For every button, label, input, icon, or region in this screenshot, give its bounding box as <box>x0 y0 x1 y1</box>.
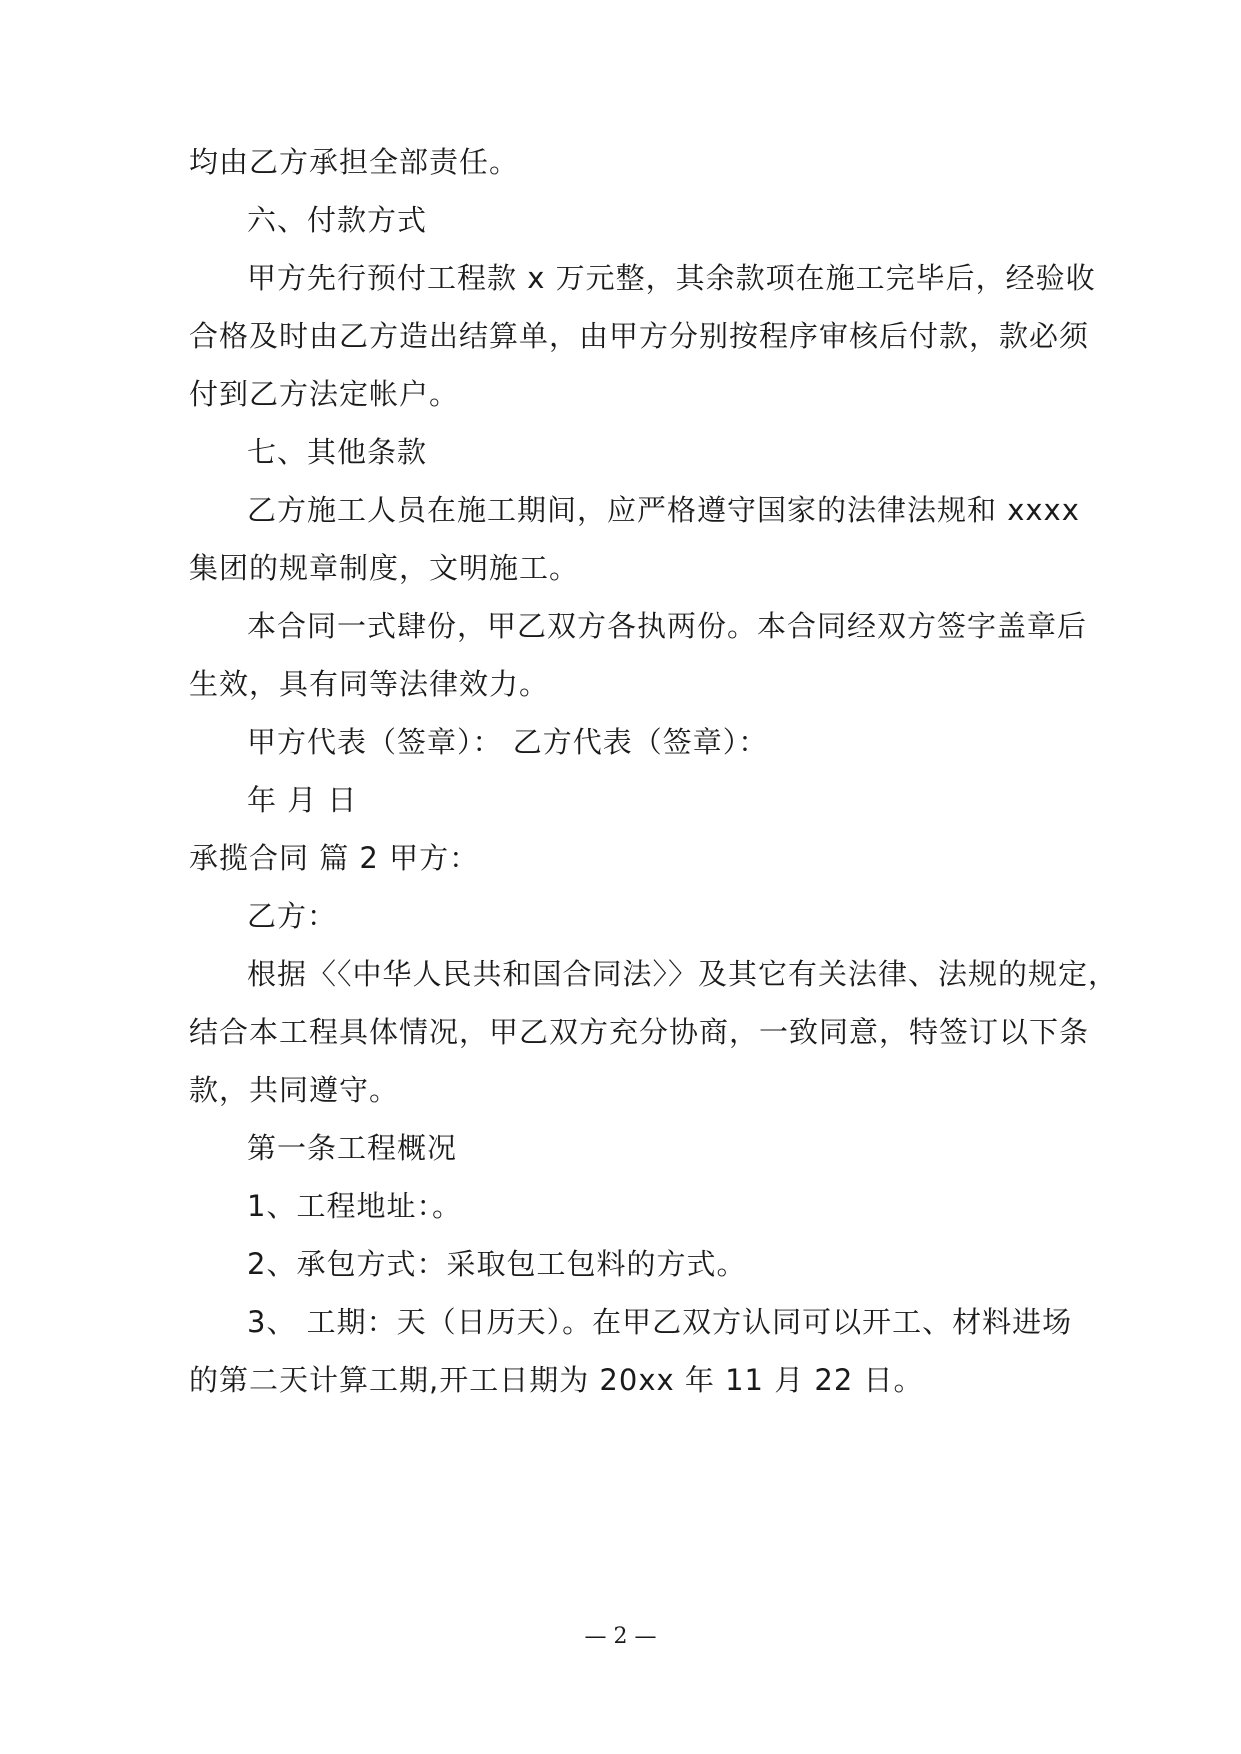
paragraph-line: 本合同一式肆份，甲乙双方各执两份。本合同经双方签字盖章后 <box>247 609 1088 643</box>
paragraph-line: 乙方施工人员在施工期间，应严格遵守国家的法律法规和 xxxx <box>247 493 1080 527</box>
paragraph-line: 合格及时由乙方造出结算单，由甲方分别按程序审核后付款，款必须 <box>189 319 1090 353</box>
list-item: 3、 工期：天（日历天）。在甲乙双方认同可以开工、材料进场 <box>247 1305 1073 1339</box>
paragraph-line: 的第二天计算工期,开工日期为 20xx 年 11 月 22 日。 <box>189 1363 924 1397</box>
party-b-line: 乙方： <box>247 899 338 933</box>
paragraph-line: 根据〈〈中华人民共和国合同法〉〉及其它有关法律、法规的规定， <box>247 957 1119 991</box>
paragraph-line: 款，共同遵守。 <box>189 1073 400 1107</box>
paragraph-line: 甲方先行预付工程款 x 万元整，其余款项在施工完毕后，经验收 <box>247 261 1096 295</box>
section-heading-project-overview: 第一条工程概况 <box>247 1131 458 1165</box>
paragraph-line: 集团的规章制度，文明施工。 <box>189 551 580 585</box>
date-line: 年 月 日 <box>247 783 358 817</box>
signature-line: 甲方代表（签章）： 乙方代表（签章）： <box>247 725 769 759</box>
section-heading-payment: 六、付款方式 <box>247 203 428 237</box>
paragraph-line: 均由乙方承担全部责任。 <box>189 145 520 179</box>
paragraph-line: 付到乙方法定帐户。 <box>189 377 460 411</box>
list-item: 2、承包方式：采取包工包料的方式。 <box>247 1247 747 1281</box>
paragraph-line: 结合本工程具体情况，甲乙双方充分协商，一致同意，特签订以下条 <box>189 1015 1090 1049</box>
page-number: — 2 — <box>584 1624 657 1649</box>
paragraph-line: 生效，具有同等法律效力。 <box>189 667 550 701</box>
list-item: 1、工程地址：。 <box>247 1189 462 1223</box>
section-heading-other-terms: 七、其他条款 <box>247 435 428 469</box>
contract-title-line: 承揽合同 篇 2 甲方： <box>189 841 480 875</box>
